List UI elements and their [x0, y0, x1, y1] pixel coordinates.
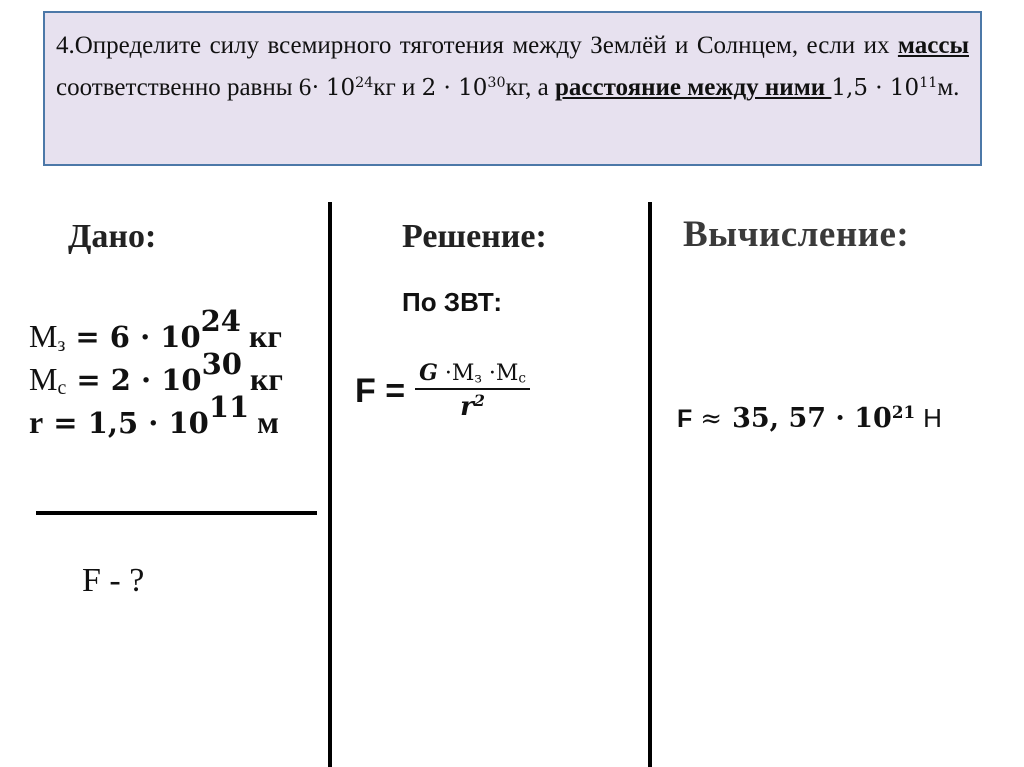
given-equals: = [66, 363, 111, 397]
result-unit: Н [923, 403, 942, 433]
given-symbol: М [29, 318, 58, 354]
task-statement [43, 11, 982, 166]
given-distance [29, 390, 283, 444]
sun-mass-base: 2 · 10 [421, 75, 488, 101]
formula-fraction [415, 360, 530, 422]
distance-exp: 11 [919, 75, 938, 92]
given-value: 6 · 10 [109, 320, 201, 354]
heading-solution: Решение: [402, 218, 547, 255]
given-symbol: М [29, 361, 58, 397]
earth-mass-base: 10 [325, 75, 356, 101]
gravitational-constant: G [419, 360, 438, 386]
given-unit: кг [240, 318, 282, 354]
law-label: По ЗВТ: [402, 287, 503, 317]
task-distance-bold: расстояние между ними [555, 74, 832, 101]
numerator-part: ·М [481, 361, 519, 386]
formula-lhs: F = [355, 371, 406, 410]
task-text: соответственно равны 6· [56, 74, 326, 101]
numerator-sub: з [474, 370, 482, 387]
given-list [29, 304, 283, 444]
given-exponent: 11 [208, 390, 250, 425]
result-symbol: F [677, 405, 693, 433]
numerator-part: ·М [437, 361, 475, 386]
task-masses-bold: массы [897, 32, 969, 59]
distance-base: 1,5 · 10 [831, 75, 920, 101]
denominator-exp: 2 [473, 391, 485, 411]
heading-calculation: Вычисление: [683, 214, 910, 255]
earth-mass-value [326, 75, 373, 101]
given-symbol: r [29, 404, 44, 440]
given-equals: = [43, 406, 88, 440]
formula-denominator [460, 390, 485, 422]
given-underline [36, 511, 317, 515]
task-text: м. [937, 74, 960, 101]
heading-given: Дано: [68, 218, 157, 255]
given-earth-mass [29, 304, 283, 358]
task-text: кг, а [505, 74, 555, 101]
result-value [732, 403, 915, 434]
gravity-formula [355, 360, 530, 422]
given-value: 2 · 10 [110, 363, 202, 397]
sun-mass-exp: 30 [487, 75, 506, 92]
task-text: 4.Определите силу всемирного тяготения между Землёй и Солнцем, если их [56, 32, 898, 59]
earth-mass-exp: 24 [355, 75, 374, 92]
result-base: 35, 57 · 10 [732, 403, 892, 434]
divider-left [328, 202, 332, 767]
result-exponent: 21 [891, 401, 916, 422]
given-equals: = [65, 320, 110, 354]
distance-value [831, 75, 937, 101]
calculation-result [677, 403, 942, 434]
given-exponent: 24 [200, 304, 241, 339]
unknown-quantity: F - ? [82, 562, 145, 599]
given-value: 1,5 · 10 [87, 406, 209, 440]
task-text: кг и [373, 74, 422, 101]
denominator-r: r [460, 392, 474, 422]
given-exponent: 30 [201, 347, 242, 382]
approx-sign: ≈ [700, 404, 723, 434]
numerator-sub: с [518, 370, 526, 387]
sun-mass-value [422, 75, 506, 101]
given-unit: м [249, 404, 279, 440]
given-subscript: з [57, 333, 66, 356]
given-unit: кг [241, 361, 283, 397]
given-subscript: с [57, 376, 67, 399]
formula-numerator [415, 360, 530, 390]
divider-right [648, 202, 652, 767]
